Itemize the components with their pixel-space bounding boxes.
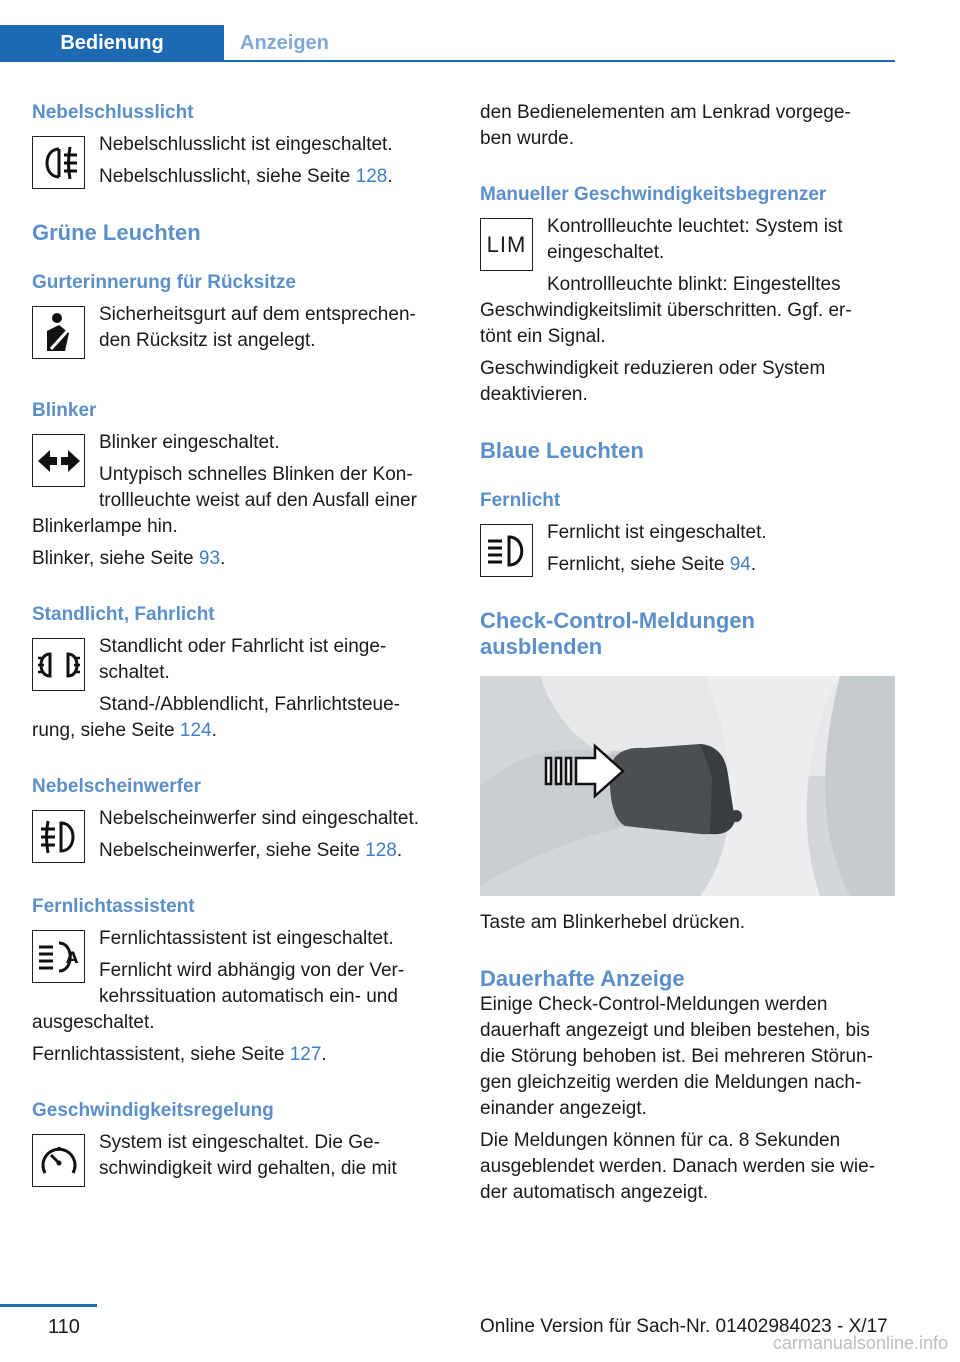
heading-fernlichtassistent: Fernlichtassistent bbox=[32, 896, 195, 917]
text: kehrssituation automatisch ein- und bbox=[99, 986, 398, 1007]
heading-fernlicht: Fernlicht bbox=[480, 490, 561, 511]
watermark: carmanualsonline.info bbox=[772, 1333, 948, 1353]
reference bbox=[32, 164, 447, 190]
ref-suffix: . bbox=[396, 840, 403, 861]
ref-suffix: . bbox=[220, 548, 226, 569]
text: Fernlicht wird abhängig von der Ver- bbox=[99, 960, 405, 981]
text: Blinkerlampe hin. bbox=[32, 516, 178, 537]
left-column bbox=[32, 100, 447, 1190]
text: Fernlichtassistent ist eingeschaltet. bbox=[99, 928, 394, 949]
ref-text: rung, siehe Seite bbox=[32, 720, 180, 741]
heading-nebelschlusslicht: Nebelschlusslicht bbox=[32, 102, 194, 123]
text: Sicherheitsgurt auf dem entsprechen- bbox=[99, 304, 416, 325]
text: trollleuchte weist auf den Ausfall einer bbox=[99, 490, 417, 511]
text: ausgeblendet werden. Danach werden sie wie- bbox=[480, 1156, 876, 1177]
reference bbox=[32, 838, 447, 864]
entry-fernlichtassistent bbox=[32, 926, 447, 1068]
page-link-93[interactable]: 93 bbox=[198, 548, 221, 569]
heading-blaue-leuchten: Blaue Leuchten bbox=[480, 438, 644, 463]
text: dauerhaft angezeigt und bleiben bestehen, bis bbox=[480, 1020, 870, 1041]
high-beam-icon bbox=[480, 524, 533, 577]
text: einander angezeigt. bbox=[480, 1098, 647, 1119]
turn-signal-lever-illustration bbox=[480, 676, 895, 896]
text: System ist eingeschaltet. Die Ge- bbox=[99, 1132, 380, 1153]
chapter-tabs bbox=[0, 0, 895, 62]
heading-standlicht: Standlicht, Fahrlicht bbox=[32, 604, 215, 625]
turn-signal-icon bbox=[32, 434, 85, 487]
rear-fog-light-icon bbox=[32, 136, 85, 189]
text: gen gleichzeitig werden die Meldungen nach- bbox=[480, 1072, 862, 1093]
ref-suffix: . bbox=[750, 554, 757, 575]
illustration-caption: Taste am Blinkerhebel drücken. bbox=[480, 912, 746, 933]
entry-standlicht bbox=[32, 634, 447, 744]
text: Stand-/Abblendlicht, Fahrlichtsteue- bbox=[99, 694, 400, 715]
entry-geschwindigkeitsregelung bbox=[32, 1130, 447, 1190]
text: Kontrollleuchte blinkt: Eingestelltes bbox=[547, 274, 841, 295]
front-fog-light-icon bbox=[32, 810, 85, 863]
page-link-127[interactable]: 127 bbox=[289, 1044, 322, 1065]
text: Standlicht oder Fahrlicht ist einge- bbox=[99, 636, 387, 657]
text: Blinker eingeschaltet. bbox=[99, 432, 280, 453]
text: die Störung behoben ist. Bei mehreren Störun- bbox=[480, 1046, 873, 1067]
tab-underline bbox=[0, 60, 895, 62]
entry-gurterinnerung bbox=[32, 302, 447, 382]
reference bbox=[32, 1042, 447, 1068]
high-beam-assistant-icon bbox=[32, 930, 85, 983]
heading-check-control-1: Check-Control-Meldungen bbox=[480, 608, 755, 633]
entry-fernlicht bbox=[480, 520, 895, 578]
svg-text:A: A bbox=[65, 947, 78, 967]
footer-rule bbox=[0, 1304, 97, 1307]
heading-nebelscheinwerfer: Nebelscheinwerfer bbox=[32, 776, 201, 797]
text: Geschwindigkeitslimit überschritten. Ggf. er- bbox=[480, 300, 852, 321]
text: Kontrollleuchte leuchtet: System ist bbox=[547, 216, 843, 237]
heading-gruene-leuchten: Grüne Leuchten bbox=[32, 220, 201, 245]
ref-text: Nebelschlusslicht, siehe Seite bbox=[99, 166, 356, 187]
text: Fernlicht ist eingeschaltet. bbox=[547, 522, 767, 543]
heading-gurterinnerung: Gurterinnerung für Rücksitze bbox=[32, 272, 296, 293]
text: den Rücksitz ist angelegt. bbox=[99, 330, 316, 351]
parking-light-icon bbox=[32, 638, 85, 691]
entry-nebelscheinwerfer bbox=[32, 806, 447, 864]
entry-geschwindigkeitsbegrenzer bbox=[480, 214, 895, 408]
text: Nebelscheinwerfer sind eingeschaltet. bbox=[99, 808, 420, 829]
heading-check-control-2: ausblenden bbox=[480, 634, 603, 659]
ref-suffix: . bbox=[321, 1044, 327, 1065]
text: Die Meldungen können für ca. 8 Sekunden bbox=[480, 1130, 841, 1151]
page-link-124[interactable]: 124 bbox=[179, 720, 212, 741]
page-link-128[interactable]: 128 bbox=[365, 840, 397, 861]
text: schwindigkeit wird gehalten, die mit bbox=[99, 1158, 397, 1179]
reference bbox=[32, 546, 447, 572]
text: Einige Check-Control-Meldungen werden bbox=[480, 994, 828, 1015]
footer-version-text: Online Version für Sach-Nr. 01402984023 - X/17 bbox=[480, 1316, 888, 1337]
ref-text: Fernlichtassistent, siehe Seite bbox=[32, 1044, 290, 1065]
reference bbox=[480, 552, 895, 578]
text: Nebelschlusslicht ist eingeschaltet. bbox=[99, 134, 393, 155]
speed-limiter-icon: LIM bbox=[480, 218, 533, 271]
continued-text: ben wurde. bbox=[480, 128, 575, 149]
entry-blinker bbox=[32, 430, 447, 572]
page-link-94[interactable]: 94 bbox=[729, 554, 751, 575]
ref-text: Fernlicht, siehe Seite bbox=[547, 554, 730, 575]
reference bbox=[32, 718, 447, 744]
text: der automatisch angezeigt. bbox=[480, 1182, 709, 1203]
text: Geschwindigkeit reduzieren oder System bbox=[480, 358, 826, 379]
text: Untypisch schnelles Blinken der Kon- bbox=[99, 464, 413, 485]
page-number: 110 bbox=[48, 1316, 80, 1338]
tab-anzeigen[interactable]: Anzeigen bbox=[240, 32, 329, 54]
right-column bbox=[480, 100, 895, 1206]
ref-suffix: . bbox=[211, 720, 217, 741]
text: tönt ein Signal. bbox=[480, 326, 606, 347]
text: eingeschaltet. bbox=[547, 242, 665, 263]
page-link-128[interactable]: 128 bbox=[355, 166, 388, 187]
cruise-control-icon bbox=[32, 1134, 85, 1187]
heading-geschwindigkeitsregelung: Geschwindigkeitsregelung bbox=[32, 1100, 274, 1121]
heading-geschwindigkeitsbegrenzer: Manueller Geschwindigkeitsbegrenzer bbox=[480, 184, 827, 205]
seatbelt-icon bbox=[32, 306, 85, 359]
heading-dauerhafte-anzeige: Dauerhafte Anzeige bbox=[480, 966, 685, 991]
heading-blinker: Blinker bbox=[32, 400, 97, 421]
ref-text: Blinker, siehe Seite bbox=[32, 548, 199, 569]
tab-bedienung[interactable]: Bedienung bbox=[0, 25, 224, 62]
text: schaltet. bbox=[99, 662, 170, 683]
text: deaktivieren. bbox=[480, 384, 588, 405]
continued-text: den Bedienelementen am Lenkrad vorgege- bbox=[480, 102, 851, 123]
entry-nebelschlusslicht bbox=[32, 132, 447, 190]
ref-suffix: . bbox=[387, 166, 393, 187]
text: ausgeschaltet. bbox=[32, 1012, 155, 1033]
ref-text: Nebelscheinwerfer, siehe Seite bbox=[99, 840, 366, 861]
